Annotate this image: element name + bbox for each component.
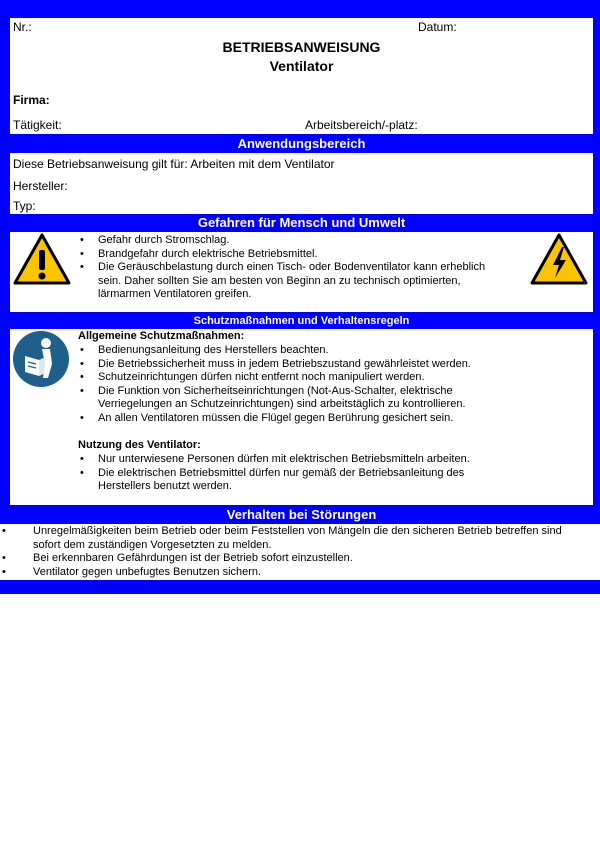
anwendungsbereich-panel <box>10 153 593 214</box>
list-item: • Die Funktion von Sicherheitseinrichtungen (Not-Aus-Schalter, elektrische Verriegelungen an Schutzeinrichtungen) sind arbeitstäglich zu kontrollieren. <box>78 385 508 412</box>
schutzmassnahmen-panel <box>10 329 593 505</box>
document-subtitle: Ventilator <box>269 58 334 74</box>
anwendungsbereich-text: Diese Betriebsanweisung gilt für: Arbeiten mit dem Ventilator <box>13 157 335 171</box>
section-heading-anwendungsbereich: Anwendungsbereich <box>237 136 366 151</box>
header-panel <box>10 18 593 134</box>
list-item: • Brandgefahr durch elektrische Betriebsmittel. <box>78 248 506 262</box>
allgemeine-schutzmassnahmen-list <box>78 344 508 425</box>
electrical-hazard-sign-icon <box>529 232 589 286</box>
nutzung-list <box>78 453 498 494</box>
document-title: BETRIEBSANWEISUNG <box>222 39 381 55</box>
stoerungen-list <box>0 525 592 579</box>
read-manual-mandatory-icon <box>12 330 70 388</box>
hersteller-label: Hersteller: <box>13 179 68 193</box>
nr-label: Nr.: <box>13 20 32 34</box>
section-heading-stoerungen: Verhalten bei Störungen <box>226 507 377 522</box>
datum-label: Datum: <box>418 20 457 34</box>
allgemeine-schutzmassnahmen-title: Allgemeine Schutzmaßnahmen: <box>78 330 245 342</box>
list-item: • Die Betriebssicherheit muss in jedem Betriebszustand gewährleistet werden. <box>78 358 508 372</box>
list-item: • Die Geräuschbelastung durch einen Tisch- oder Bodenventilator kann erheblich sein. Daher sollten Sie am besten von Beginn an zu technisch optimierten, lärmarmen Ventilatoren greifen. <box>78 261 506 302</box>
list-item: • Gefahr durch Stromschlag. <box>78 234 506 248</box>
general-warning-sign-icon <box>12 232 72 286</box>
list-item: • Unregelmäßigkeiten beim Betrieb oder beim Feststellen von Mängeln die den sicheren Betrieb betreffen sind sofort dem zuständigen Vorgesetzten zu melden. <box>0 525 592 552</box>
section-heading-schutzmassnahmen: Schutzmaßnahmen und Verhaltensregeln <box>193 315 410 327</box>
list-item: • Schutzeinrichtungen dürfen nicht entfernt noch manipuliert werden. <box>78 371 508 385</box>
list-item: • Ventilator gegen unbefugtes Benutzen sichern. <box>0 566 592 580</box>
gefahren-panel <box>10 232 593 312</box>
nutzung-title: Nutzung des Ventilator: <box>78 439 201 451</box>
list-item: • Bei erkennbaren Gefährdungen ist der Betrieb sofort einzustellen. <box>0 552 592 566</box>
taetigkeit-label: Tätigkeit: <box>13 118 62 132</box>
section-heading-gefahren: Gefahren für Mensch und Umwelt <box>197 215 406 230</box>
firma-label: Firma: <box>13 93 50 107</box>
list-item: • Die elektrischen Betriebsmittel dürfen nur gemäß der Betriebsanleitung des Herstellers benutzt werden. <box>78 467 498 494</box>
gefahren-list <box>78 234 506 302</box>
typ-label: Typ: <box>13 199 36 213</box>
arbeitsbereich-label: Arbeitsbereich/-platz: <box>305 118 418 132</box>
list-item: • An allen Ventilatoren müssen die Flügel gegen Berührung gesichert sein. <box>78 412 508 426</box>
list-item: • Bedienungsanleitung des Herstellers beachten. <box>78 344 508 358</box>
list-item: • Nur unterwiesene Personen dürfen mit elektrischen Betriebsmitteln arbeiten. <box>78 453 498 467</box>
stoerungen-panel <box>0 524 600 580</box>
